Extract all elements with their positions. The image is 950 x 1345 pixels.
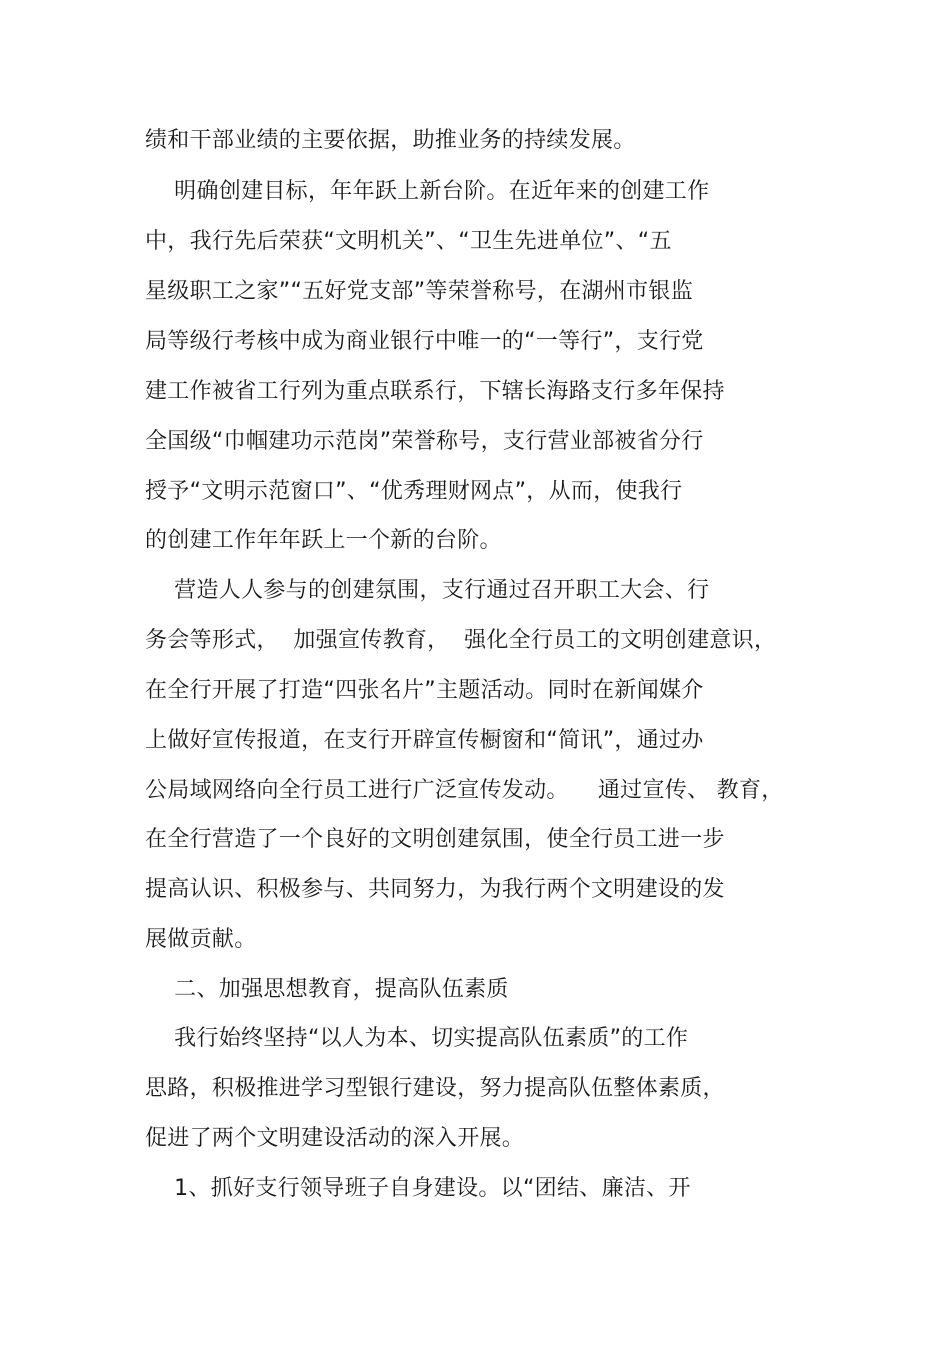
text-line-11: 务会等形式， 加强宣传教育， 强化全行员工的文明创建意识， [145, 628, 777, 653]
text-line-16: 提高认识、积极参与、共同努力，为我行两个文明建设的发 [145, 877, 725, 902]
text-line-7: 全国级“巾帼建功示范岗”荣誉称号，支行营业部被省分行 [145, 429, 704, 454]
text-line-15: 在全行营造了一个良好的文明创建氛围，使全行员工进一步 [145, 827, 725, 852]
text-line-17: 展做贡献。 [145, 927, 257, 952]
text-line-9: 的创建工作年年跃上一个新的台阶。 [145, 528, 502, 553]
text-line-12: 在全行开展了打造“四张名片”主题活动。同时在新闻媒介 [145, 678, 704, 703]
text-line-21: 促进了两个文明建设活动的深入开展。 [145, 1126, 525, 1151]
text-line-14: 公局域网络向全行员工进行广泛宣传发动。 通过宣传、 教育， [145, 778, 784, 803]
text-line-20: 思路，积极推进学习型银行建设，努力提高队伍整体素质， [145, 1076, 725, 1101]
text-line-10: 营造人人参与的创建氛围，支行通过召开职工大会、行 [145, 578, 710, 603]
text-line-2: 明确创建目标，年年跃上新台阶。在近年来的创建工作 [145, 179, 710, 204]
text-line-6: 建工作被省工行列为重点联系行，下辖长海路支行多年保持 [145, 379, 725, 404]
text-line-4: 星级职工之家”“五好党支部”等荣誉称号，在湖州市银监 [145, 279, 693, 304]
section-heading: 二、加强思想教育，提高队伍素质 [145, 977, 509, 1002]
text-line-19: 我行始终坚持“以人为本、切实提高队伍素质”的工作 [145, 1026, 689, 1051]
text-line-22: 1、抓好支行领导班子自身建设。以“团结、廉洁、开 [145, 1176, 691, 1201]
text-line-5: 局等级行考核中成为商业银行中唯一的“一等行”，支行党 [145, 329, 704, 354]
text-line-13: 上做好宣传报道，在支行开辟宣传橱窗和“简讯”，通过办 [145, 728, 704, 753]
text-line-3: 中，我行先后荣获“文明机关”、“卫生先进单位”、“五 [145, 229, 672, 254]
text-line-8: 授予“文明示范窗口”、“优秀理财网点”，从而，使我行 [145, 479, 683, 504]
text-line-1: 绩和干部业绩的主要依据，助推业务的持续发展。 [145, 128, 636, 153]
